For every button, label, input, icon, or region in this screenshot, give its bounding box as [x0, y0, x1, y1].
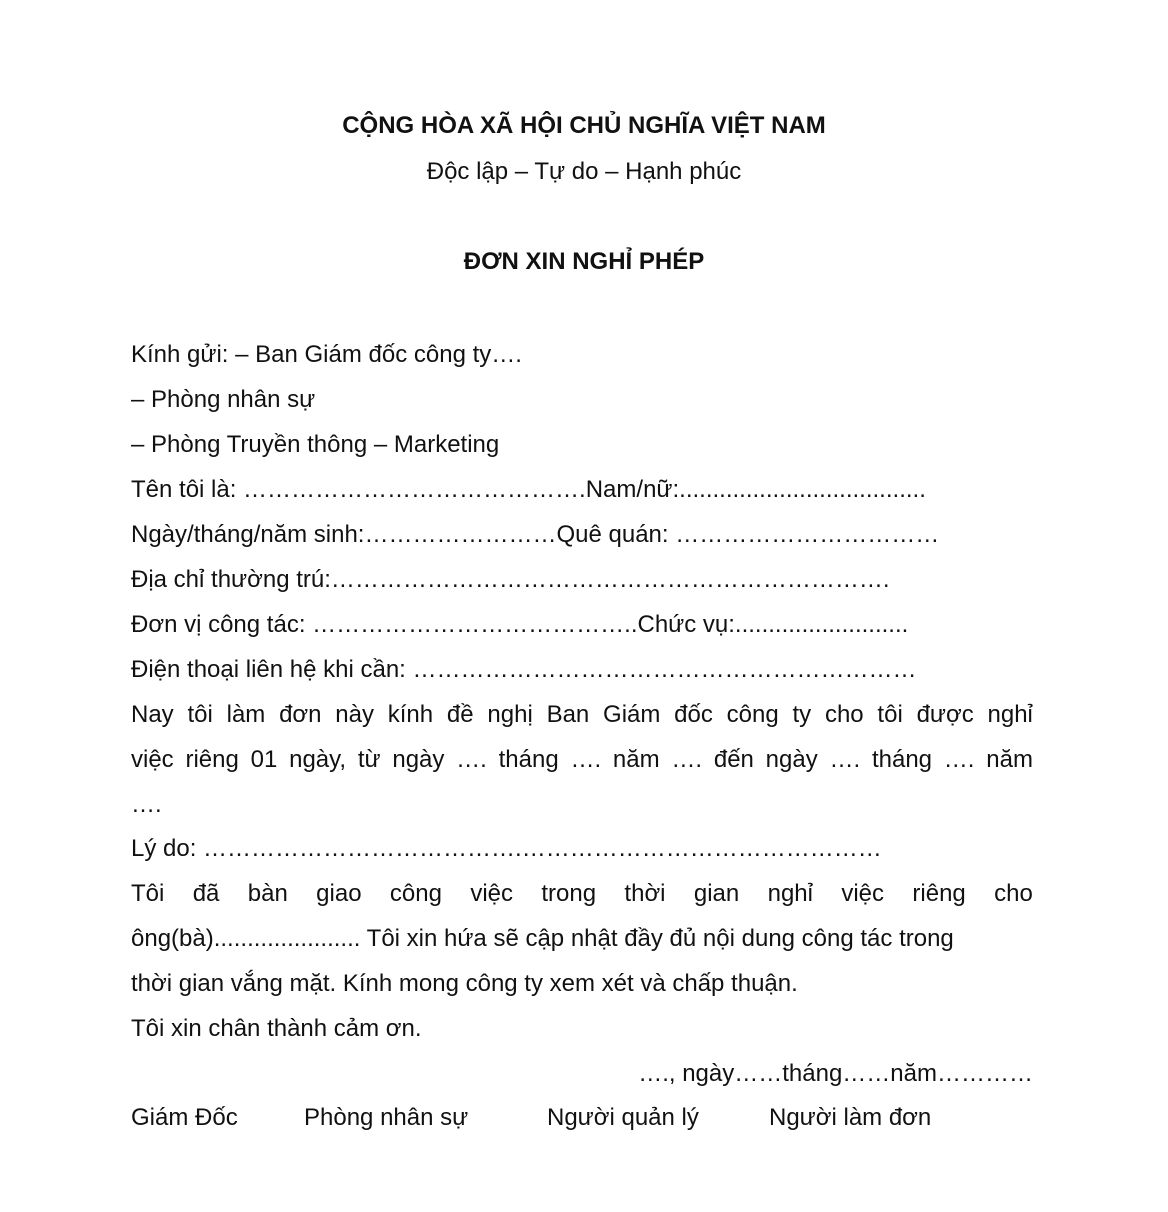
field-unit-position: Đơn vị công tác: …………………………………..Chức vụ:.......................... — [131, 611, 909, 638]
field-name-gender: Tên tôi là: …………………………………….Nam/nữ:..................................... — [131, 476, 926, 503]
word: năm — [986, 746, 1033, 773]
word: Nay — [131, 701, 174, 728]
word: nghị — [487, 701, 533, 728]
word: Tôi — [131, 880, 165, 907]
word: làm — [226, 701, 266, 728]
handover-line-1 — [131, 879, 1033, 909]
request-line-2 — [131, 745, 1033, 775]
word: cho — [994, 880, 1033, 907]
date-line: …., ngày……tháng……năm………… — [638, 1060, 1033, 1087]
word: trong — [541, 880, 597, 907]
word: bàn — [247, 880, 288, 907]
word: việc — [470, 880, 513, 907]
word: Giám — [603, 701, 661, 728]
word: công — [726, 701, 779, 728]
signature-director: Giám Đốc — [131, 1104, 238, 1131]
word: việc — [131, 746, 174, 773]
word: ngày — [392, 746, 445, 773]
field-phone: Điện thoại liên hệ khi cần: ……………………………………………………… — [131, 656, 917, 683]
word: đã — [192, 880, 220, 907]
handover-line-2: ông(bà)...................... Tôi xin hứa sẽ cập nhật đầy đủ nội dung công tác trong — [131, 925, 954, 952]
signature-hr: Phòng nhân sự — [304, 1104, 469, 1131]
word: gian — [693, 880, 740, 907]
word: cho — [824, 701, 864, 728]
word: ty — [792, 701, 812, 728]
signature-applicant: Người làm đơn — [769, 1104, 932, 1131]
word: …. — [570, 746, 602, 773]
national-motto: Độc lập – Tự do – Hạnh phúc — [426, 158, 742, 185]
word: đốc — [674, 701, 713, 728]
word: riêng — [912, 880, 966, 907]
word: này — [335, 701, 374, 728]
word: …. — [671, 746, 703, 773]
word: kính — [387, 701, 434, 728]
field-address: Địa chỉ thường trú:……………………………………………………………. — [131, 566, 890, 593]
word: 01 — [250, 746, 278, 773]
recipient-line-1: Kính gửi: – Ban Giám đốc công ty…. — [131, 341, 522, 368]
word: tháng — [498, 746, 559, 773]
word: Ban — [546, 701, 590, 728]
reason-line: Lý do: ………………………………….……………………………………… — [131, 835, 882, 862]
word: từ — [357, 746, 381, 773]
word: ngày — [765, 746, 818, 773]
recipient-line-3: – Phòng Truyền thông – Marketing — [131, 431, 500, 458]
word: …. — [943, 746, 975, 773]
word: đến — [713, 746, 754, 773]
word: đề — [446, 701, 474, 728]
word: …. — [456, 746, 487, 773]
document-title: ĐƠN XIN NGHỈ PHÉP — [463, 248, 705, 275]
national-title: CỘNG HÒA XÃ HỘI CHỦ NGHĨA VIỆT NAM — [342, 112, 826, 139]
word: thời — [624, 880, 666, 907]
word: nghỉ — [987, 701, 1033, 728]
field-dob-hometown: Ngày/tháng/năm sinh:……………………Quê quán: …………………………… — [131, 521, 940, 548]
word: năm — [612, 746, 660, 773]
word: nghỉ — [767, 880, 813, 907]
word: ngày, — [289, 746, 347, 773]
request-line-3: …. — [131, 791, 162, 818]
word: …. — [829, 746, 861, 773]
word: công — [389, 880, 442, 907]
word: tôi — [877, 701, 903, 728]
handover-line-3: thời gian vắng mặt. Kính mong công ty xem xét và chấp thuận. — [131, 970, 798, 997]
request-line-1 — [131, 700, 1033, 730]
word: đơn — [279, 701, 322, 728]
word: việc — [841, 880, 885, 907]
word: giao — [316, 880, 362, 907]
word: riêng — [185, 746, 239, 773]
signature-manager: Người quản lý — [547, 1104, 699, 1131]
recipient-line-2: – Phòng nhân sự — [131, 386, 316, 413]
thanks-line: Tôi xin chân thành cảm ơn. — [131, 1015, 422, 1042]
word: được — [916, 701, 974, 728]
word: tháng — [871, 746, 933, 773]
word: tôi — [187, 701, 213, 728]
